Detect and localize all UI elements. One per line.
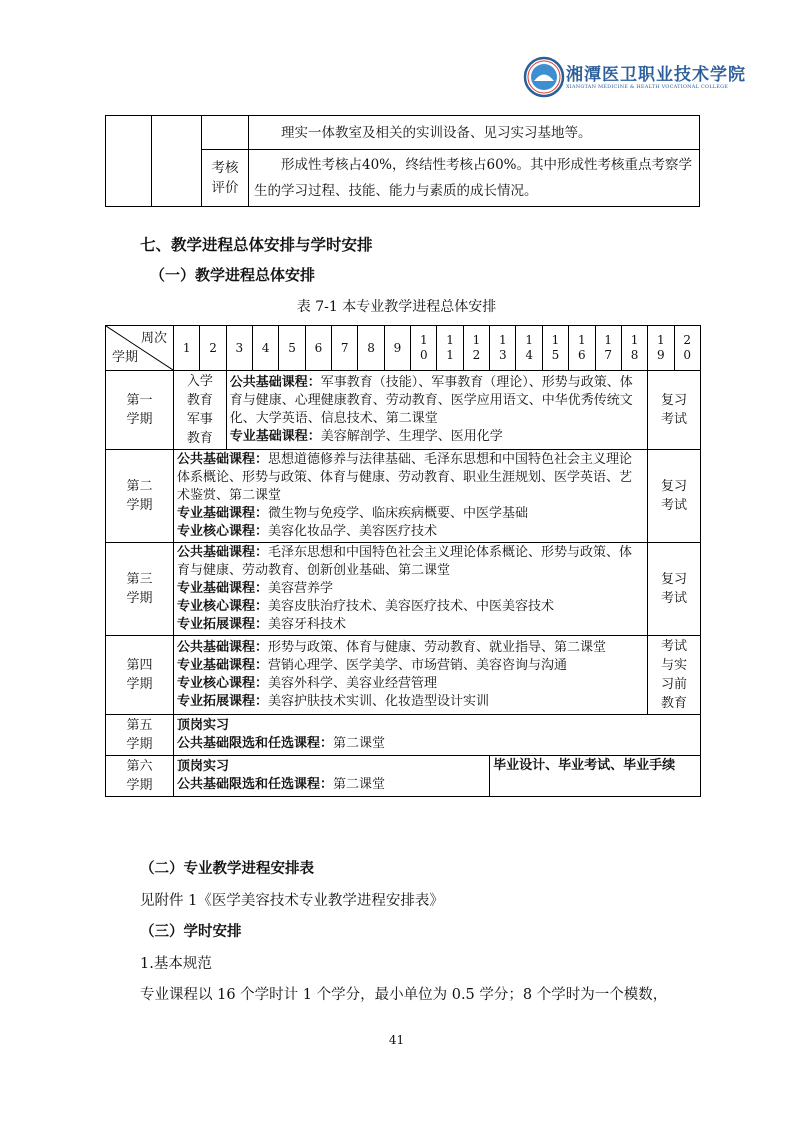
week-header: 1 0 bbox=[411, 326, 437, 371]
semester-1-exam: 复习 考试 bbox=[648, 371, 701, 450]
appendix-reference: 见附件 1《医学美容技术专业教学进程安排表》 bbox=[140, 893, 444, 909]
week-header: 1 4 bbox=[516, 326, 542, 371]
semester-3-courses: 公共基础课程：毛泽东思想和中国特色社会主义理论体系概论、形势与政策、体育与健康、劳动教育、创新创业基础、第二课堂 专业基础课程：美容营养学 专业核心课程：美容皮肤治疗技术、美容医疗技术、中医美容技术 专业拓展课程：美容牙科技术 bbox=[174, 543, 648, 636]
week-header: 9 bbox=[384, 326, 410, 371]
week-header: 5 bbox=[279, 326, 305, 371]
week-header: 1 5 bbox=[542, 326, 568, 371]
orientation-cell: 入学 教育 军事 教育 bbox=[174, 371, 227, 450]
teaching-schedule-table bbox=[105, 325, 701, 797]
semester-5-courses: 顶岗实习 公共基础限选和任选课程：第二课堂 bbox=[174, 715, 701, 756]
week-header: 1 bbox=[174, 326, 200, 371]
week-header: 8 bbox=[358, 326, 384, 371]
page-number: 41 bbox=[388, 1033, 405, 1047]
assessment-label: 考核 评价 bbox=[202, 150, 249, 207]
college-name: 湘潭医卫职业技术学院 bbox=[566, 65, 746, 85]
week-header: 2 bbox=[200, 326, 226, 371]
semester-1-label: 第一 学期 bbox=[106, 371, 174, 450]
semester-2-exam: 复习 考试 bbox=[648, 450, 701, 543]
week-header: 7 bbox=[332, 326, 358, 371]
week-header: 1 7 bbox=[595, 326, 621, 371]
week-header: 1 1 bbox=[437, 326, 463, 371]
semester-2-courses: 公共基础课程：思想道德修养与法律基础、毛泽东思想和中国特色社会主义理论体系概论、形势与政策、体育与健康、劳动教育、职业生涯规划、医学英语、艺术鉴赏、第二课堂 专业基础课程：微生物与免疫学、临床疾病概要、中医学基础 专业核心课程：美容化妆品学、美容医疗技术 bbox=[174, 450, 648, 543]
week-header: 2 0 bbox=[674, 326, 700, 371]
semester-5-label: 第五 学期 bbox=[106, 715, 174, 756]
semester-4-label: 第四 学期 bbox=[106, 636, 174, 715]
semester-6-label: 第六 学期 bbox=[106, 756, 174, 797]
semester-3-exam: 复习 考试 bbox=[648, 543, 701, 636]
semester-2-label: 第二 学期 bbox=[106, 450, 174, 543]
table-caption: 表 7-1 本专业教学进程总体安排 bbox=[296, 299, 497, 315]
week-header: 1 9 bbox=[648, 326, 674, 371]
assessment-text: 形成性考核占40%，终结性考核占60%。其中形成性考核重点考察学生的学习过程、技能、能力与素质的成长情况。 bbox=[249, 150, 700, 207]
course-info-table bbox=[105, 115, 700, 207]
week-header: 1 3 bbox=[490, 326, 516, 371]
subsection-heading-3: （三）学时安排 bbox=[140, 924, 242, 940]
subsection-heading-2: （二）专业教学进程安排表 bbox=[140, 861, 314, 877]
basic-norms-text: 专业课程以 16 个学时计 1 个学分，最小单位为 0.5 学分；8 个学时为一个模数， bbox=[140, 987, 668, 1003]
week-header: 1 6 bbox=[569, 326, 595, 371]
college-name-english: XIANGTAN MEDICINE & HEALTH VOCATIONAL COLLEGE bbox=[566, 84, 729, 90]
week-header: 4 bbox=[253, 326, 279, 371]
week-header: 6 bbox=[305, 326, 331, 371]
section-heading: 七、教学进程总体安排与学时安排 bbox=[140, 236, 373, 254]
basic-norms-heading: 1.基本规范 bbox=[140, 956, 212, 972]
table-corner-header: 周次 学期 bbox=[106, 326, 174, 371]
teaching-conditions-text: 理实一体教室及相关的实训设备、见习实习基地等。 bbox=[249, 116, 700, 150]
week-header: 3 bbox=[226, 326, 252, 371]
semester-4-exam: 考试 与实 习前 教育 bbox=[648, 636, 701, 715]
semester-1-courses: 公共基础课程：军事教育（技能）、军事教育（理论）、形势与政策、体育与健康、心理健康教育、劳动教育、医学应用语文、中华优秀传统文化、大学英语、信息技术、第二课堂 专业基础课程：美容解剖学、生理学、医用化学 bbox=[226, 371, 648, 450]
semester-4-courses: 公共基础课程：形势与政策、体育与健康、劳动教育、就业指导、第二课堂 专业基础课程：营销心理学、医学美学、市场营销、美容咨询与沟通 专业核心课程：美容外科学、美容业经营管理 专业拓展课程：美容护肤技术实训、化妆造型设计实训 bbox=[174, 636, 648, 715]
semester-6-graduation: 毕业设计、毕业考试、毕业手续 bbox=[490, 756, 701, 797]
semester-3-label: 第三 学期 bbox=[106, 543, 174, 636]
week-header: 1 8 bbox=[621, 326, 647, 371]
semester-6-courses: 顶岗实习 公共基础限选和任选课程：第二课堂 bbox=[174, 756, 490, 797]
subsection-heading: （一）教学进程总体安排 bbox=[150, 266, 316, 284]
week-header: 1 2 bbox=[463, 326, 489, 371]
